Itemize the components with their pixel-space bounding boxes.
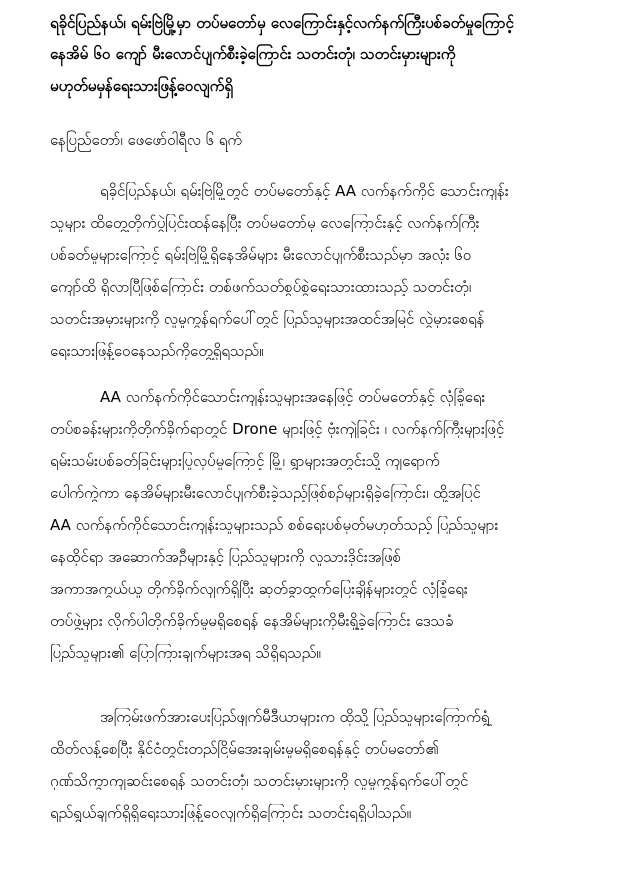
headline-line-3: မဟုတ်မမှန်ရေးသားဖြန့်ဝေလျက်ရှိ	[50, 77, 233, 95]
paragraph-line: အကာအကွယ်ယူ တိုက်ခိုက်လျက်ရှိပြီး ဆုတ်ခွာထွက်ပြေးချိန်များတွင် လုံခြုံရေး	[50, 580, 468, 598]
dateline: နေပြည်တော်၊ ဖေဖော်ဝါရီလ ၆ ရက်	[50, 131, 243, 149]
paragraph-line: အကြမ်းဖက်အားပေးပြည်ဖျက်မီဒီယာများက ထိုသို့ ပြည်သူများကြောက်ရွံ့	[100, 708, 490, 726]
paragraph-line: ဂုဏ်သိက္ခာကျဆင်းစေရန် သတင်းတုံ၊ သတင်းမှားများကို လူမှုကွန်ရက်ပေါ်တွင်	[50, 772, 469, 790]
paragraph-line: ရည်ရွယ်ချက်ရှိရှိရေးသားဖြန့်ဝေလျက်ရှိကြောင်း သတင်းရရှိပါသည်။	[50, 804, 412, 822]
paragraph-line: ပေါက်ကွဲကာ နေအိမ်များမီးလောင်ပျက်စီးခဲ့သည့်ဖြစ်စဉ်များရှိခဲ့ကြောင်း၊ ထို့အပြင်	[50, 484, 481, 502]
paragraph-line: ပြည်သူများ၏ ပြောကြားချက်များအရ သိရှိရသည်။	[50, 644, 321, 662]
paragraph-line: ရမ်းသမ်းပစ်ခတ်ခြင်းများပြုလုပ်မှုကြောင့် မြို့၊ ရွာများအတွင်းသို့ ကျရောက်	[50, 452, 440, 470]
paragraph-line: ရခိုင်ပြည်နယ်၊ ရမ်းဗြဲမြို့တွင် တပ်မတော်နှင့် AA လက်နက်ကိုင် သောင်းကျန်း	[100, 182, 509, 200]
paragraph-line: ပစ်ခတ်မှုများကြောင့် ရမ်းဗြဲမြို့ရှိနေအိမ်များ မီးလောင်ပျက်စီးသည်မှာ အလုံး ၆၀	[50, 246, 472, 264]
paragraph-line: AA လက်နက်ကိုင်သောင်းကျန်းသူများအနေဖြင့် တပ်မတော်နှင့် လုံခြုံရေး	[100, 388, 486, 406]
headline-line-2: နေအိမ် ၆၀ ကျော် မီးလောင်ပျက်စီးခဲ့ကြောင်း သတင်းတုံ၊ သတင်းမှားများကို	[50, 45, 456, 63]
paragraph-line: ရေးသားဖြန့်ဝေနေသည်ကိုတွေ့ရှိရသည်။	[50, 342, 264, 360]
paragraph-line: AA လက်နက်ကိုင်သောင်းကျန်းသူများသည် စစ်ရေးပစ်မှတ်မဟုတ်သည့် ပြည်သူများ	[50, 516, 499, 534]
paragraph-line: သတင်းအမှားများကို လူမှုကွန်ရက်ပေါ်တွင် ပြည်သူများအထင်အမြင် လွဲမှားစေရန်	[50, 310, 485, 328]
paragraph-line: နေထိုင်ရာ အဆောက်အဦများနှင့် ပြည်သူများကို လူသားဒိုင်းအဖြစ်	[50, 548, 402, 566]
paragraph-line: တပ်စခန်းများကိုတိုက်ခိုက်ရာတွင် Drone များဖြင့် ဗုံးကျဲခြင်း ၊ လက်နက်ကြီးများဖြင့်	[50, 420, 505, 438]
paragraph-line: သူများ ထိတွေ့တိုက်ပွဲပြင်းထန်နေပြီး တပ်မတော်မှ လေကြောင်းနှင့် လက်နက်ကြီး	[50, 214, 480, 232]
paragraph-line: တပ်ဖွဲ့များ လိုက်ပါတိုက်ခိုက်မှုမရှိစေရန် နေအိမ်များကိုမီးရှို့ခဲ့ကြောင်း ဒေသခံ	[50, 612, 454, 630]
paragraph-line: ထိတ်လန့်စေပြီး နိုင်ငံတွင်းတည်ငြိမ်အေးချမ်းမှုမရှိစေရန်နှင့် တပ်မတော်၏	[50, 740, 439, 758]
headline-line-1: ရခိုင်ပြည်နယ်၊ ရမ်းဗြဲမြို့မှာ တပ်မတော်မှ လေကြောင်းနှင့်လက်နက်ကြီးပစ်ခတ်မှုကြောင့်	[50, 14, 514, 32]
paragraph-line: ကျော်ထိ ရှိလာပြီဖြစ်ကြောင်း တစ်ဖက်သတ်စွပ်စွဲရေးသားထားသည့် သတင်းတုံ၊	[50, 278, 472, 296]
